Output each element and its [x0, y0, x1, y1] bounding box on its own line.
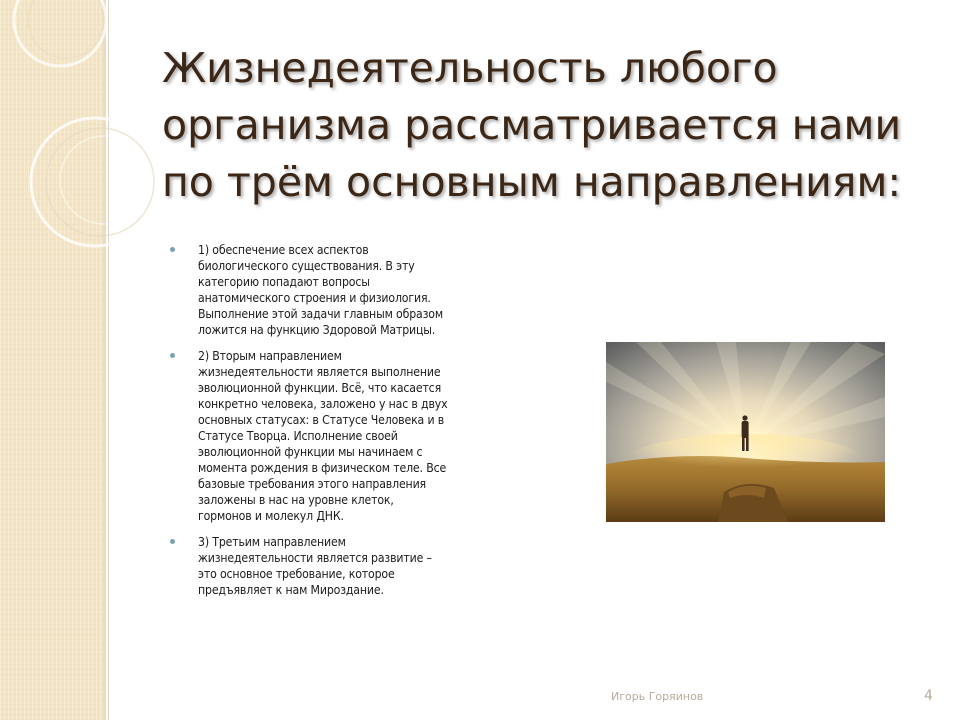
list-item — [164, 348, 529, 524]
page-number: 4 — [924, 688, 933, 704]
sunrise-photo — [606, 342, 885, 522]
bullet-text: 3) Третьим направлением жизнедеятельности является развитие – это основное требование, которое предъявляет к нам Мироздание. — [198, 535, 432, 597]
list-item — [164, 242, 529, 338]
bullet-dot-icon — [170, 539, 175, 544]
bullet-text: 2) Вторым направлением жизнедеятельности является выполнение эволюционной функции. Всё, что касается конкретно человека, заложено у нас в двух основных статусах: в Статусе Человека и в Статусе Творца. Исполнение своей эволюционной функции мы начинаем с момента рождения в физическом теле. Все базовые требования этого направления заложены в нас на уровне клеток, гормонов и молекул ДНК. — [198, 349, 448, 523]
slide-title: Жизнедеятельность любого организма рассматривается нами по трём основным направлениям: — [162, 44, 902, 206]
bullet-list — [164, 242, 529, 608]
bullet-text: 1) обеспечение всех аспектов биологического существования. В эту категорию попадают вопросы анатомического строения и физиология. Выполнение этой задачи главным образом ложится на функцию Здоровой Матрицы. — [198, 243, 443, 337]
bullet-dot-icon — [170, 247, 175, 252]
footer-author: Игорь Горяинов — [611, 690, 704, 703]
list-item — [164, 534, 529, 598]
bullet-dot-icon — [170, 353, 175, 358]
